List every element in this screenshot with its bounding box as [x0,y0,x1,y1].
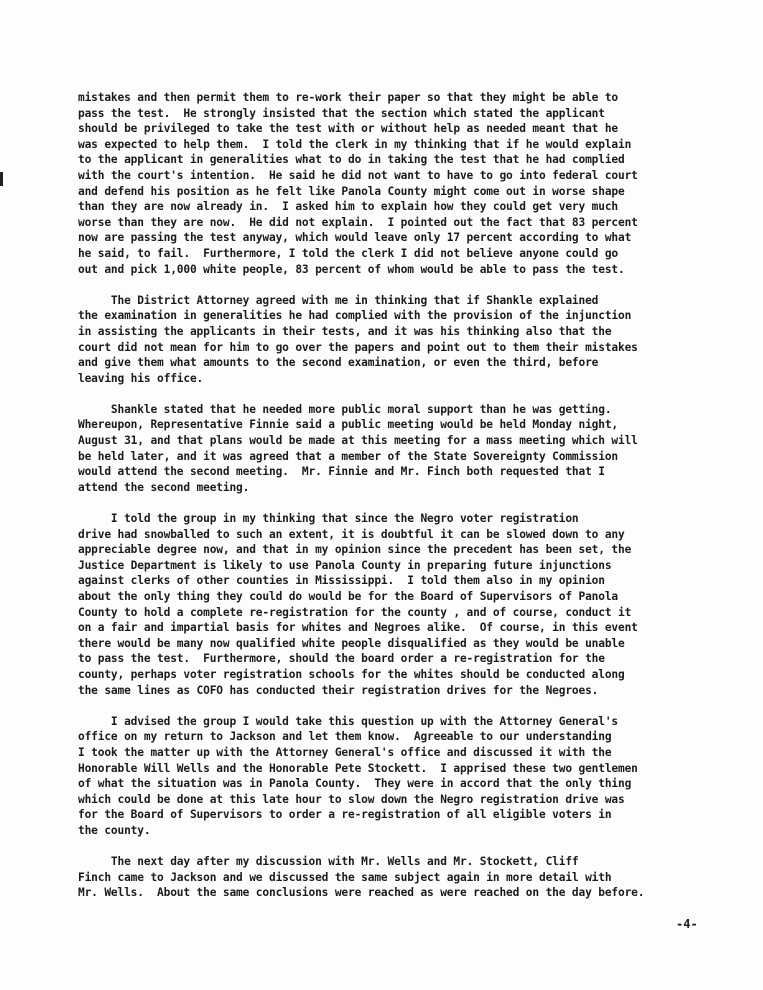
text-line: mistakes and then permit them to re-work their paper so that they might be able to [78,91,619,104]
text-line: to the applicant in generalities what to do in taking the test that he had complied [78,153,625,167]
text-line: was expected to help them. I told the clerk in my thinking that if he would explain [78,137,632,151]
paragraph-spacer [78,386,728,402]
text-line: worse than they are now. He did not explain. I pointed out the fact that 83 percent [78,215,638,229]
text-line: The District Attorney agreed with me in thinking that if Shankle explained [78,293,599,307]
text-line: out and pick 1,000 white people, 83 percent of whom would be able to pass the test. [78,262,625,276]
text-line: attend the second meeting. [78,480,250,494]
text-line: he said, to fail. Furthermore, I told the clerk I did not believe anyone could go [78,246,619,260]
text-line: on a fair and impartial basis for whites and Negroes alike. Of course, in this event [78,621,638,635]
paragraph-4 [78,511,728,698]
text-line: and give them what amounts to the second examination, or even the third, before [78,356,599,370]
text-line: with the court's intention. He said he did not want to have to go into federal court [78,168,638,182]
text-line: County to hold a complete re-registration for the county , and of course, conduct it [78,605,632,619]
text-line: in assisting the applicants in their tests, and it was his thinking also that the [78,324,612,338]
text-line: county, perhaps voter registration schools for the whites should be conducted along [78,667,625,681]
text-line: now are passing the test anyway, which would leave only 17 percent according to what [78,231,632,245]
text-line: court did not mean for him to go over the papers and point out to them their mistakes [78,340,638,354]
text-line: The next day after my discussion with Mr. Wells and Mr. Stockett, Cliff [78,855,579,869]
paragraph-1 [78,90,728,277]
text-line: the county. [78,823,151,837]
text-line: appreciable degree now, and that in my opinion since the precedent has been set, the [78,543,632,557]
text-line: and defend his position as he felt like Panola County might come out in worse shape [78,184,625,198]
text-line: I advised the group I would take this question up with the Attorney General's [78,714,619,728]
text-line: office on my return to Jackson and let them know. Agreeable to our understanding [78,730,612,744]
text-line: the same lines as COFO has conducted their registration drives for the Negroes. [78,683,599,697]
scan-edge-mark [0,172,3,186]
text-line: to pass the test. Furthermore, should the board order a re-registration for the [78,652,605,666]
paragraph-6 [78,854,728,901]
text-line: pass the test. He strongly insisted that the section which stated the applicant [78,106,605,120]
paragraph-spacer [78,698,728,714]
text-line: Justice Department is likely to use Panola County in preparing future injunctions [78,558,612,572]
text-line: drive had snowballed to such an extent, it is doubtful it can be slowed down to any [78,527,625,541]
paragraph-5 [78,714,728,839]
text-line: August 31, and that plans would be made at this meeting for a mass meeting which will [78,434,638,448]
document-body [78,90,728,901]
page-number: -4- [676,917,698,931]
text-line: I told the group in my thinking that since the Negro voter registration [78,512,579,526]
text-line: Honorable Will Wells and the Honorable Pete Stockett. I apprised these two gentlemen [78,761,638,775]
paragraph-spacer [78,495,728,511]
text-line: the examination in generalities he had complied with the provision of the injunction [78,309,632,323]
text-line: I took the matter up with the Attorney General's office and discussed it with the [78,745,612,759]
text-line: of what the situation was in Panola County. They were in accord that the only thing [78,777,632,791]
text-line: would attend the second meeting. Mr. Finnie and Mr. Finch both requested that I [78,465,605,479]
text-line: leaving his office. [78,371,204,385]
text-line: be held later, and it was agreed that a member of the State Sovereignty Commission [78,449,619,463]
paragraph-2 [78,293,728,387]
text-line: Whereupon, Representative Finnie said a public meeting would be held Monday night, [78,418,619,432]
text-line: there would be many now qualified white people disqualified as they would be unable [78,636,625,650]
text-line: should be privileged to take the test with or without help as needed meant that he [78,122,619,136]
paragraph-3 [78,402,728,496]
text-line: against clerks of other counties in Mississippi. I told them also in my opinion [78,574,605,588]
text-line: Mr. Wells. About the same conclusions were reached as were reached on the day before. [78,886,645,900]
paragraph-spacer [78,277,728,293]
text-line: which could be done at this late hour to slow down the Negro registration drive was [78,792,625,806]
paragraph-spacer [78,839,728,855]
text-line: Shankle stated that he needed more public moral support than he was getting. [78,402,612,416]
text-line: than they are now already in. I asked him to explain how they could get very much [78,200,619,214]
text-line: about the only thing they could do would be for the Board of Supervisors of Panola [78,590,619,603]
text-line: Finch came to Jackson and we discussed the same subject again in more detail with [78,870,612,884]
text-line: for the Board of Supervisors to order a re-registration of all eligible voters in [78,808,612,822]
